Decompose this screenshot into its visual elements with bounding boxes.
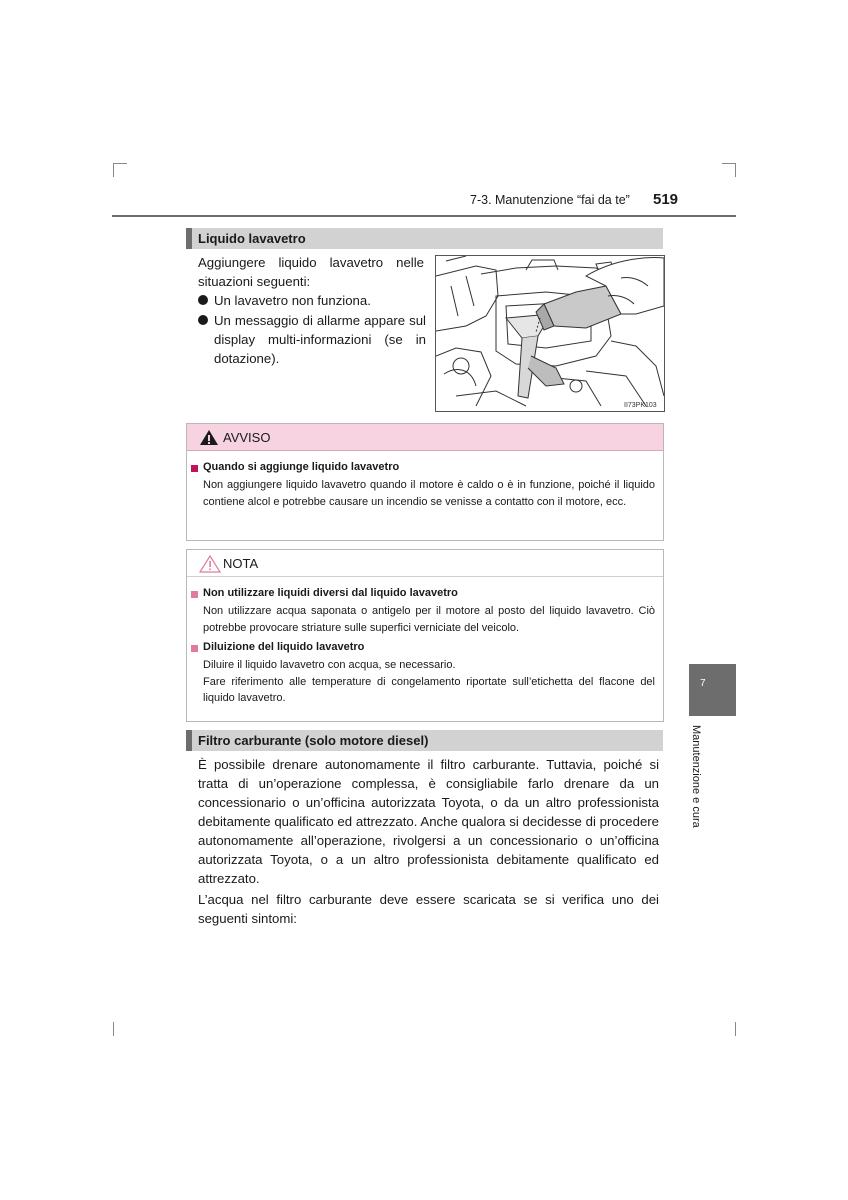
- list-item: [198, 311, 426, 368]
- crop-mark: [113, 163, 127, 164]
- chapter-title: Manutenzione e cura: [690, 725, 702, 828]
- section-title-bar: [186, 730, 663, 751]
- body-paragraph: È possibile drenare autonomamente il filtro carburante. Tuttavia, poiché si tratta di un’operazione complessa, è consigliabile farlo drenare da un concessionario o un’officina autorizzata Toyota, o da un altro professionista debitamente qualificato ed attrezzato. Anche qualora si decidesse di procedere autonomamente all’operazione, rivolgersi a un concessionario o un’officina autorizzata Toyota, o a un altro professionista debitamente qualificato ed attrezzato.: [198, 757, 659, 886]
- warning-item-heading: Quando si aggiunge liquido lavavetro: [203, 461, 400, 473]
- section-title-bar: [186, 228, 663, 249]
- header-rule: [112, 215, 736, 217]
- warning-header: [187, 424, 663, 451]
- warning-label: AVVISO: [223, 430, 271, 445]
- note-header: [187, 550, 663, 577]
- note-item-line: Diluire il liquido lavavetro con acqua, se necessario.: [203, 659, 456, 671]
- washer-fluid-illustration: [435, 255, 665, 412]
- note-item-line: Fare riferimento alle temperature di congelamento riportate sull’etichetta del flacone del liquido lavavetro.: [203, 675, 655, 704]
- list-item-text: Un messaggio di allarme appare sul display multi-informazioni (se in dotazione).: [214, 313, 426, 366]
- bullet-icon: [198, 315, 208, 325]
- body-paragraph: L’acqua nel filtro carburante deve essere scaricata se si verifica uno dei seguenti sintomi:: [198, 892, 659, 926]
- warning-item-text: Non aggiungere liquido lavavetro quando il motore è caldo o è in funzione, poiché il liquido contiene alcol e potrebbe causare un incendio se venisse a contatto con il motore, ecc.: [203, 479, 655, 508]
- crop-mark: [735, 163, 736, 177]
- list-item: [198, 291, 426, 310]
- note-item-heading: Non utilizzare liquidi diversi dal liquido lavavetro: [203, 587, 458, 599]
- crop-mark: [113, 163, 114, 177]
- chapter-tab: [689, 664, 736, 716]
- caution-triangle-icon: [199, 555, 221, 573]
- section-accent: [186, 228, 192, 249]
- crop-mark: [722, 163, 736, 164]
- note-item-heading: Diluizione del liquido lavavetro: [203, 641, 365, 653]
- square-bullet-icon: [191, 645, 198, 652]
- note-label: NOTA: [223, 556, 259, 571]
- chapter-number: 7: [700, 678, 706, 689]
- note-box: [186, 549, 664, 722]
- chapter-side-label: [690, 725, 710, 845]
- list-item-text: Un lavavetro non funziona.: [214, 293, 371, 308]
- intro-text: Aggiungere liquido lavavetro nelle situazioni seguenti:: [198, 255, 424, 289]
- page-number: 519: [653, 191, 679, 208]
- note-item-text: Non utilizzare acqua saponata o antigelo per il motore al posto del liquido lavavetro. Ciò potrebbe provocare striature sulle superfici verniciate del veicolo.: [203, 605, 655, 634]
- section-accent: [186, 730, 192, 751]
- warning-triangle-icon: [199, 429, 219, 446]
- warning-box: [186, 423, 664, 541]
- crop-mark: [735, 1022, 736, 1036]
- crop-mark: [113, 1022, 114, 1036]
- bullet-icon: [198, 295, 208, 305]
- image-code: II73PK103: [624, 402, 657, 409]
- note-item-text: [203, 657, 655, 707]
- square-bullet-icon: [191, 591, 198, 598]
- section-reference: 7-3. Manutenzione “fai da te”: [470, 193, 630, 207]
- square-bullet-icon: [191, 465, 198, 472]
- engine-bay-drawing: [436, 256, 664, 411]
- section-title: Filtro carburante (solo motore diesel): [198, 733, 429, 748]
- section-title: Liquido lavavetro: [198, 231, 306, 246]
